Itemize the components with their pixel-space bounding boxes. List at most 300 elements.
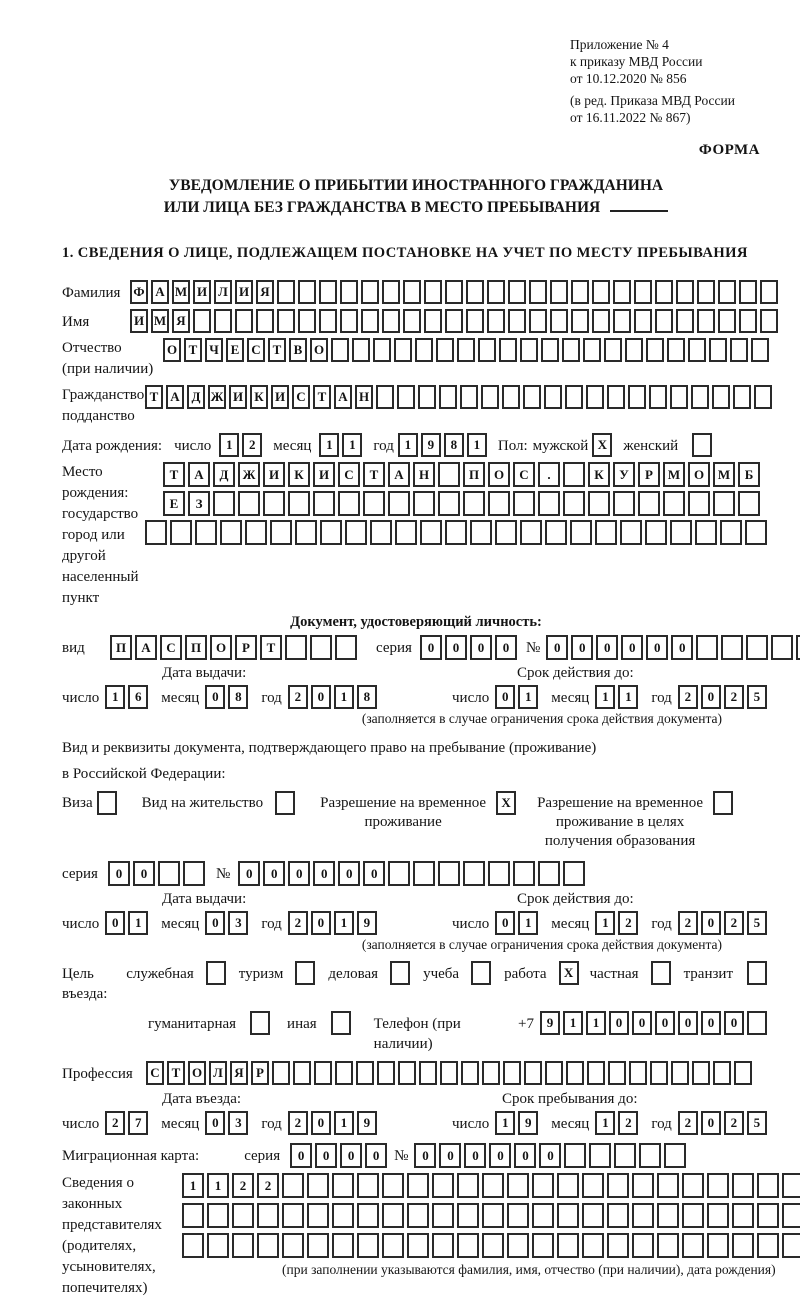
stay-month <box>595 1111 641 1135</box>
form-cell <box>604 338 622 362</box>
form-cell: 0 <box>724 1011 744 1035</box>
form-cell <box>314 1061 332 1085</box>
form-cell <box>607 1203 629 1228</box>
residence-doc-intro-2: в Российской Федерации: <box>62 766 226 782</box>
form-cell <box>495 520 517 545</box>
doc-kind-label: вид <box>62 640 85 656</box>
form-cell <box>563 861 585 886</box>
residence-expiry-day <box>495 911 541 935</box>
form-cell: 0 <box>414 1143 436 1168</box>
form-cell: П <box>463 462 485 487</box>
form-cell: О <box>210 635 232 660</box>
form-cell: 0 <box>439 1143 461 1168</box>
purpose-work-checkbox <box>559 961 582 985</box>
form-cell <box>307 1233 329 1258</box>
form-cell <box>671 1061 689 1085</box>
form-cell <box>550 280 568 304</box>
form-cell <box>499 338 517 362</box>
residence-doc-dates <box>62 891 770 935</box>
form-cell: У <box>613 462 635 487</box>
form-cell <box>481 385 499 409</box>
form-cell: 0 <box>609 1011 629 1035</box>
form-cell <box>377 1061 395 1085</box>
form-cell <box>245 520 267 545</box>
form-cell: Ч <box>205 338 223 362</box>
entry-dates <box>62 1091 770 1135</box>
entry-date-heading: Дата въезда: <box>162 1091 242 1107</box>
form-cell: 0 <box>571 635 593 660</box>
temp-residence-checkbox <box>496 791 519 815</box>
representatives-cells <box>182 1173 800 1278</box>
form-cell <box>629 1061 647 1085</box>
form-cell: Т <box>260 635 282 660</box>
form-cell: Я <box>172 309 190 333</box>
form-cell <box>532 1203 554 1228</box>
form-cell <box>734 1061 752 1085</box>
form-cell <box>470 520 492 545</box>
doc-expiry-day <box>495 685 541 709</box>
form-cell: 1 <box>586 1011 606 1035</box>
form-cell: 1 <box>518 685 538 709</box>
form-cell <box>145 520 167 545</box>
form-cell: 8 <box>228 685 248 709</box>
form-cell: Т <box>163 462 185 487</box>
form-cell: А <box>334 385 352 409</box>
form-cell <box>419 1061 437 1085</box>
form-cell: 6 <box>128 685 148 709</box>
form-cell <box>566 1061 584 1085</box>
visa-checkbox <box>97 791 120 815</box>
amendment-line: (в ред. Приказа МВД России <box>570 93 735 108</box>
form-cell <box>195 520 217 545</box>
form-cell <box>193 309 211 333</box>
form-cell <box>739 309 757 333</box>
form-cell: М <box>713 462 735 487</box>
form-cell: . <box>538 462 560 487</box>
purpose-private-checkbox <box>651 961 674 985</box>
citizenship-label: Гражданство, подданство <box>62 387 149 424</box>
form-cell <box>285 635 307 660</box>
form-cell: 0 <box>263 861 285 886</box>
form-cell: 0 <box>701 911 721 935</box>
identity-doc-row <box>62 635 770 660</box>
form-cell <box>682 1203 704 1228</box>
form-cell <box>739 280 757 304</box>
purpose-humanitarian-checkbox <box>250 1011 273 1035</box>
option-temp-residence: Разрешение на временное проживание X <box>320 791 519 832</box>
residence-issue-heading: Дата выдачи: <box>162 891 247 907</box>
form-cell <box>583 338 601 362</box>
form-cell <box>183 861 205 886</box>
form-cell <box>638 491 660 516</box>
form-cell <box>332 1233 354 1258</box>
form-cell <box>595 520 617 545</box>
form-cell <box>207 1203 229 1228</box>
form-cell: Е <box>163 491 185 516</box>
migration-card-label: Миграционная карта: <box>62 1148 200 1164</box>
title-line-1: УВЕДОМЛЕНИЕ О ПРИБЫТИИ ИНОСТРАННОГО ГРАЖДАНИНА <box>168 177 664 194</box>
profession-row <box>62 1061 770 1085</box>
form-cell: Р <box>235 635 257 660</box>
form-cell <box>457 1173 479 1198</box>
form-cell <box>238 491 260 516</box>
residence-expiry-group: Срок действия до: число 0 1 месяц 1 2 год 2 0 2 5 <box>452 891 770 935</box>
form-cell <box>508 309 526 333</box>
form-cell <box>513 491 535 516</box>
form-cell <box>345 520 367 545</box>
form-cell: 2 <box>724 1111 744 1135</box>
residence-issue-month <box>205 911 251 935</box>
form-cell <box>445 520 467 545</box>
form-cell: 1 <box>128 911 148 935</box>
form-cell <box>571 280 589 304</box>
form-cell: 5 <box>747 911 767 935</box>
form-cell <box>403 309 421 333</box>
form-cell <box>288 491 310 516</box>
form-cell <box>507 1203 529 1228</box>
form-cell <box>488 861 510 886</box>
form-cell <box>538 861 560 886</box>
form-cell: А <box>166 385 184 409</box>
form-cell <box>682 1173 704 1198</box>
form-cell <box>538 491 560 516</box>
form-cell <box>646 338 664 362</box>
form-cell <box>721 635 743 660</box>
form-cell: 0 <box>445 635 467 660</box>
birthdate-label: Дата рождения: <box>62 438 163 454</box>
form-cell <box>307 1203 329 1228</box>
birthplace-cells <box>163 462 770 545</box>
residence-series-cells <box>108 861 208 886</box>
form-cell <box>361 309 379 333</box>
form-cell: 0 <box>238 861 260 886</box>
doc-series-label: серия <box>376 640 412 656</box>
form-cell <box>782 1233 800 1258</box>
form-cell: 0 <box>288 861 310 886</box>
form-cell <box>213 491 235 516</box>
form-cell: 0 <box>489 1143 511 1168</box>
form-cell: 2 <box>678 1111 698 1135</box>
form-cell: Д <box>187 385 205 409</box>
form-cell <box>319 309 337 333</box>
form-cell: В <box>289 338 307 362</box>
representatives-note: (при заполнении указываются фамилия, имя, отчество (при наличии), дата рождения) <box>282 1262 776 1277</box>
form-cell: 0 <box>315 1143 337 1168</box>
form-cell <box>655 309 673 333</box>
form-cell <box>332 1173 354 1198</box>
option-residence-permit: Вид на жительство <box>142 791 298 815</box>
form-cell <box>657 1173 679 1198</box>
form-cell <box>695 520 717 545</box>
form-cell <box>438 491 460 516</box>
form-cell <box>438 861 460 886</box>
form-cell <box>445 309 463 333</box>
form-cell <box>320 520 342 545</box>
form-cell <box>463 491 485 516</box>
profession-cells <box>146 1061 755 1085</box>
month-label: месяц <box>273 438 312 454</box>
form-cell: П <box>110 635 132 660</box>
form-cell <box>457 1233 479 1258</box>
form-cell <box>397 385 415 409</box>
representatives-row-3 <box>182 1233 800 1258</box>
form-cell: О <box>688 462 710 487</box>
form-cell <box>471 961 491 985</box>
form-cell <box>607 1233 629 1258</box>
form-cell <box>692 433 712 457</box>
option-visa: Виза <box>62 791 120 815</box>
migration-series-label: серия <box>244 1148 281 1164</box>
form-cell: 9 <box>540 1011 560 1035</box>
form-cell <box>277 309 295 333</box>
form-cell <box>745 520 767 545</box>
form-cell: 2 <box>288 911 308 935</box>
form-cell <box>335 1061 353 1085</box>
form-label: ФОРМА <box>698 142 760 158</box>
entry-date-group: Дата въезда: число 2 7 месяц 0 3 год 2 0 1 9 <box>62 1091 392 1135</box>
form-cell: 9 <box>421 433 441 457</box>
form-cell <box>565 385 583 409</box>
form-cell <box>676 280 694 304</box>
form-cell: И <box>130 309 148 333</box>
phone-prefix: +7 <box>518 1016 534 1032</box>
form-cell <box>357 1233 379 1258</box>
form-cell <box>697 309 715 333</box>
form-cell <box>295 961 315 985</box>
form-cell: 1 <box>105 685 125 709</box>
form-cell <box>738 491 760 516</box>
male-checkbox <box>592 433 615 457</box>
firstname-cells <box>130 309 781 333</box>
form-cell <box>524 1061 542 1085</box>
form-cell: 2 <box>618 1111 638 1135</box>
form-cell <box>608 1061 626 1085</box>
form-cell <box>692 1061 710 1085</box>
form-cell: С <box>292 385 310 409</box>
form-cell <box>356 1061 374 1085</box>
form-cell <box>382 309 400 333</box>
form-cell <box>667 338 685 362</box>
female-label: женский <box>623 438 679 454</box>
form-cell <box>507 1173 529 1198</box>
form-cell: 1 <box>182 1173 204 1198</box>
form-cell <box>482 1203 504 1228</box>
form-cell <box>713 491 735 516</box>
form-cell: С <box>160 635 182 660</box>
form-cell <box>466 280 484 304</box>
residence-doc-options <box>62 791 770 851</box>
doc-number-cells <box>546 635 800 660</box>
form-cell: Н <box>355 385 373 409</box>
form-cell: 0 <box>495 635 517 660</box>
form-cell: 2 <box>288 1111 308 1135</box>
form-cell <box>403 280 421 304</box>
form-cell <box>507 1233 529 1258</box>
form-cell <box>388 491 410 516</box>
representatives-block <box>62 1173 776 1299</box>
form-cell <box>720 520 742 545</box>
male-label: мужской <box>532 438 589 454</box>
identity-doc-dates <box>62 665 770 709</box>
form-cell: 0 <box>205 1111 225 1135</box>
form-cell: П <box>185 635 207 660</box>
form-cell: 1 <box>334 1111 354 1135</box>
form-cell <box>564 1143 586 1168</box>
section1-heading: 1. СВЕДЕНИЯ О ЛИЦЕ, ПОДЛЕЖАЩЕМ ПОСТАНОВКЕ НА УЧЕТ ПО МЕСТУ ПРЕБЫВАНИЯ <box>62 245 748 261</box>
form-cell: 8 <box>357 685 377 709</box>
form-cell <box>282 1233 304 1258</box>
form-cell <box>532 1173 554 1198</box>
form-cell <box>488 491 510 516</box>
citizenship-row <box>62 385 770 427</box>
form-cell <box>682 1233 704 1258</box>
female-checkbox <box>692 433 715 457</box>
doc-expiry-month <box>595 685 641 709</box>
form-cell: Н <box>413 462 435 487</box>
residence-series-label: серия <box>62 866 98 882</box>
purpose-business-checkbox <box>390 961 413 985</box>
representatives-row-2 <box>182 1203 800 1228</box>
annex-line: Приложение № 4 <box>570 37 669 52</box>
form-cell <box>760 280 778 304</box>
form-cell <box>782 1173 800 1198</box>
form-cell <box>688 491 710 516</box>
form-cell <box>457 338 475 362</box>
patronymic-row <box>62 338 770 380</box>
form-cell <box>352 338 370 362</box>
form-cell: О <box>188 1061 206 1085</box>
form-cell <box>613 280 631 304</box>
form-cell <box>634 309 652 333</box>
form-cell <box>771 635 793 660</box>
residence-issue-year <box>288 911 380 935</box>
form-cell: И <box>271 385 289 409</box>
form-cell <box>394 338 412 362</box>
surname-row <box>62 280 770 304</box>
form-cell <box>620 520 642 545</box>
form-cell: 5 <box>747 685 767 709</box>
form-cell: 0 <box>313 861 335 886</box>
residence-issue-group: Дата выдачи: число 0 1 месяц 0 3 год 2 0 1 9 <box>62 891 392 935</box>
form-cell <box>655 280 673 304</box>
form-cell: 0 <box>311 911 331 935</box>
form-cell <box>424 280 442 304</box>
form-cell <box>670 520 692 545</box>
form-cell: 0 <box>205 911 225 935</box>
form-cell: Ф <box>130 280 148 304</box>
birthdate-row <box>62 433 770 457</box>
form-cell: О <box>488 462 510 487</box>
form-cell: 1 <box>342 433 362 457</box>
form-cell <box>607 385 625 409</box>
form-cell <box>388 861 410 886</box>
form-cell <box>639 1143 661 1168</box>
form-cell: 1 <box>595 911 615 935</box>
form-cell <box>664 1143 686 1168</box>
form-cell <box>502 385 520 409</box>
form-cell: Е <box>226 338 244 362</box>
annex-line: от 10.12.2020 № 856 <box>570 71 687 86</box>
form-cell: 0 <box>365 1143 387 1168</box>
form-cell: 0 <box>205 685 225 709</box>
form-cell <box>158 861 180 886</box>
form-cell <box>732 1233 754 1258</box>
form-cell: 0 <box>290 1143 312 1168</box>
form-cell: 1 <box>398 433 418 457</box>
doc-series-cells <box>420 635 520 660</box>
form-cell: А <box>151 280 169 304</box>
form-cell <box>272 1061 290 1085</box>
form-cell <box>206 961 226 985</box>
form-cell <box>482 1233 504 1258</box>
form-cell <box>432 1203 454 1228</box>
form-cell <box>232 1233 254 1258</box>
form-cell <box>563 491 585 516</box>
birthplace-label: Место рождения: государство город или другой населенный пункт <box>62 464 139 606</box>
form-cell: 0 <box>495 911 515 935</box>
form-cell <box>250 1011 270 1035</box>
form-cell: Т <box>313 385 331 409</box>
form-cell <box>588 491 610 516</box>
doc-expiry-heading: Срок действия до: <box>517 665 634 681</box>
form-cell: Д <box>213 462 235 487</box>
form-cell <box>545 520 567 545</box>
form-cell: М <box>172 280 190 304</box>
form-cell <box>335 635 357 660</box>
form-cell <box>697 280 715 304</box>
document-title <box>62 175 770 219</box>
form-cell <box>541 338 559 362</box>
form-cell <box>757 1233 779 1258</box>
purpose-row-2: гуманитарная иная Телефон (при наличии) +7 9 1 1 0 0 0 0 0 0 <box>62 1011 770 1054</box>
form-cell: Л <box>214 280 232 304</box>
form-cell: 2 <box>678 685 698 709</box>
form-cell <box>563 462 585 487</box>
form-cell <box>461 1061 479 1085</box>
form-cell <box>709 338 727 362</box>
form-cell <box>645 520 667 545</box>
form-cell: 0 <box>105 911 125 935</box>
patronymic-label: Отчество (при наличии) <box>62 340 154 377</box>
form-cell <box>651 961 671 985</box>
birth-year-cells <box>398 433 490 457</box>
form-cell: 1 <box>595 1111 615 1135</box>
form-cell <box>340 309 358 333</box>
form-cell: 0 <box>701 1011 721 1035</box>
form-cell <box>589 1143 611 1168</box>
form-cell: 5 <box>747 1111 767 1135</box>
form-cell <box>592 309 610 333</box>
purpose-tourism-checkbox <box>295 961 318 985</box>
doc-issue-month <box>205 685 251 709</box>
form-cell: 2 <box>678 911 698 935</box>
form-cell <box>520 338 538 362</box>
form-cell: 2 <box>105 1111 125 1135</box>
form-cell <box>782 1203 800 1228</box>
form-cell <box>170 520 192 545</box>
form-cell <box>310 635 332 660</box>
form-cell <box>466 309 484 333</box>
form-cell: Т <box>184 338 202 362</box>
form-cell <box>582 1233 604 1258</box>
form-cell: 0 <box>311 685 331 709</box>
form-cell <box>550 309 568 333</box>
doc-expiry-year <box>678 685 770 709</box>
form-cell <box>256 309 274 333</box>
form-cell: Р <box>638 462 660 487</box>
stay-day <box>495 1111 541 1135</box>
form-cell: 0 <box>655 1011 675 1035</box>
